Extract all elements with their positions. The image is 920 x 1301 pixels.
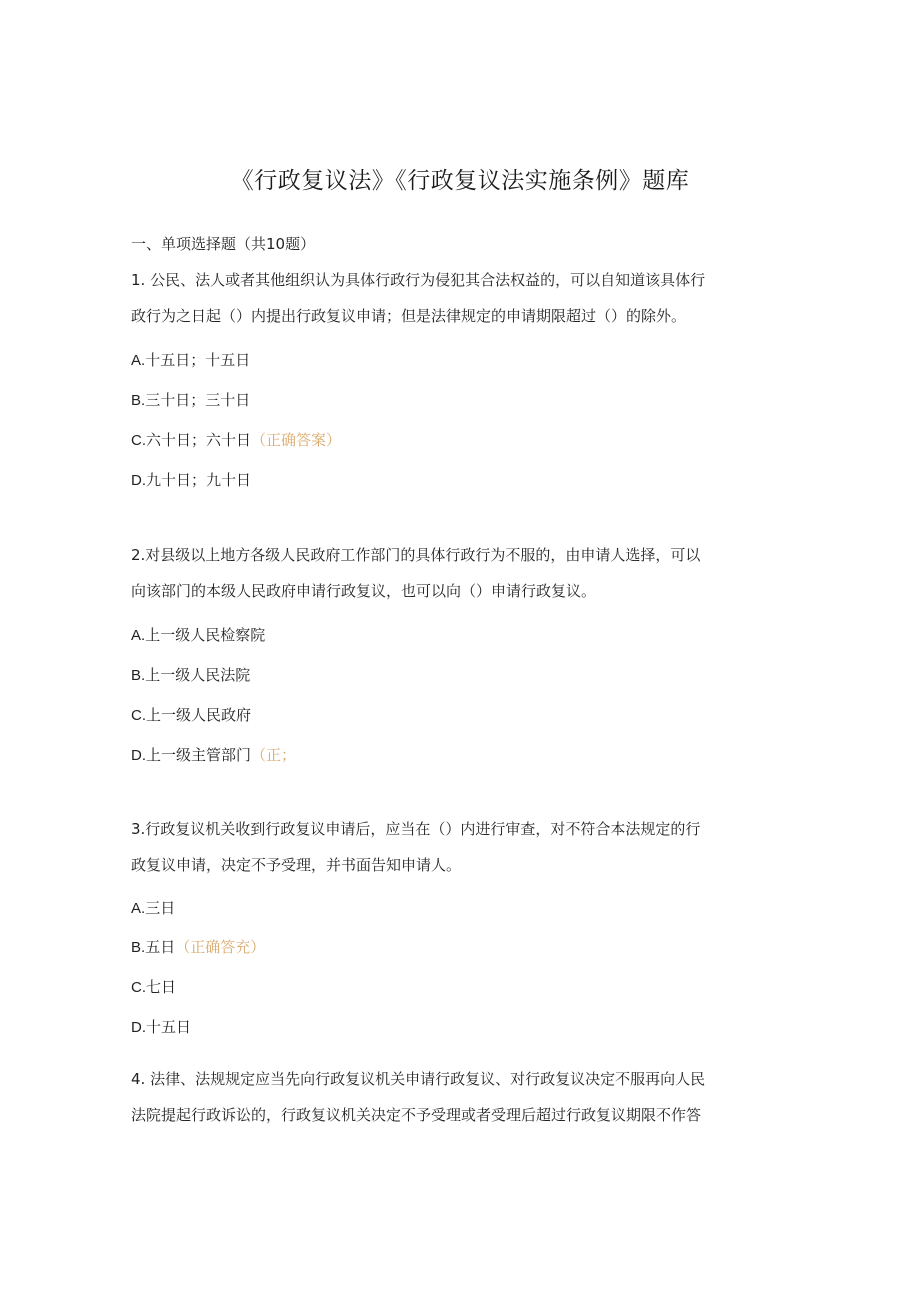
question-3-option-c: C.七日 (131, 978, 177, 996)
question-1-stem-line-2: 政行为之日起（）内提出行政复议申请；但是法律规定的申请期限超过（）的除外。 (131, 307, 687, 325)
question-1-option-a: A.十五日；十五日 (131, 351, 251, 369)
question-1-option-b: B.三十日；三十日 (131, 391, 251, 409)
question-3-option-b: B.五日（正确答充） (131, 938, 266, 956)
question-3-stem-line-1: 3.行政复议机关收到行政复议申请后，应当在（）内进行审查，对不符合本法规定的行 (131, 820, 701, 838)
question-4-stem (131, 1061, 791, 1133)
section-heading: 一、单项选择题（共10题） (131, 235, 316, 253)
question-1-stem (131, 262, 791, 334)
correct-answer-mark: （正确答案） (251, 431, 342, 449)
question-2-stem-line-1: 2.对县级以上地方各级人民政府工作部门的具体行政行为不服的，由申请人选择，可以 (131, 546, 701, 564)
correct-answer-mark: （正； (251, 746, 297, 764)
page-title: 《行政复议法》《行政复议法实施条例》题库 (230, 168, 690, 194)
question-2-stem-line-2: 向该部门的本级人民政府申请行政复议，也可以向（）申请行政复议。 (131, 582, 597, 600)
question-3-stem (131, 811, 791, 883)
question-2-option-c: C.上一级人民政府 (131, 706, 252, 724)
question-3-option-a: A.三日 (131, 899, 176, 917)
question-1-stem-line-1: 1. 公民、法人或者其他组织认为具体行政行为侵犯其合法权益的，可以自知道该具体行 (131, 271, 706, 289)
question-1-option-c: C.六十日；六十日（正确答案） (131, 431, 342, 449)
question-4-stem-line-2: 法院提起行政诉讼的，行政复议机关决定不予受理或者受理后超过行政复议期限不作答 (131, 1106, 702, 1124)
question-2-option-d: D.上一级主管部门（正； (131, 746, 297, 764)
question-2-stem (131, 537, 791, 609)
question-3-option-d: D.十五日 (131, 1018, 192, 1036)
question-1-option-d: D.九十日；九十日 (131, 471, 252, 489)
question-2-option-b: B.上一级人民法院 (131, 666, 251, 684)
question-2-option-a: A.上一级人民检察院 (131, 626, 266, 644)
question-3-stem-line-2: 政复议申请，决定不予受理，并书面告知申请人。 (131, 856, 462, 874)
correct-answer-mark: （正确答充） (175, 938, 266, 956)
question-4-stem-line-1: 4. 法律、法规规定应当先向行政复议机关申请行政复议、对行政复议决定不服再向人民 (131, 1070, 706, 1088)
